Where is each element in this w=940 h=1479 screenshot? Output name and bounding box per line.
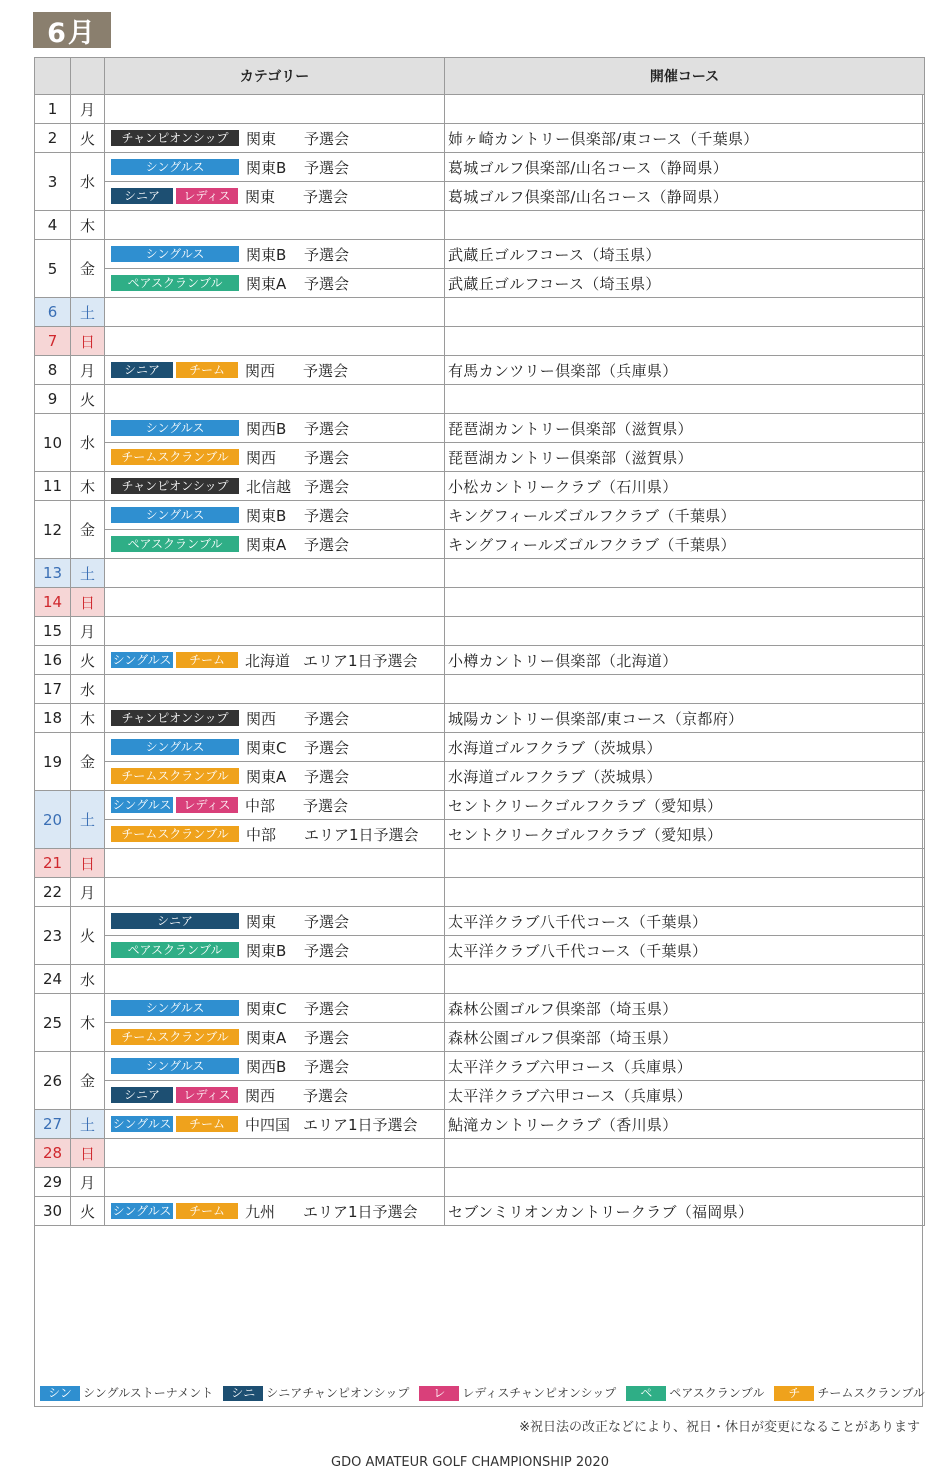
category-cell bbox=[105, 501, 445, 530]
day-number: 18 bbox=[35, 704, 71, 733]
table-row bbox=[35, 994, 925, 1023]
category-cell bbox=[105, 907, 445, 936]
region-label: 関東A bbox=[246, 535, 287, 554]
table-row bbox=[35, 298, 925, 327]
category-badge: シングルス bbox=[111, 507, 239, 523]
weekday: 月 bbox=[71, 356, 105, 385]
region-label: 関西 bbox=[246, 709, 277, 728]
day-number: 23 bbox=[35, 907, 71, 965]
category-cell bbox=[105, 472, 445, 501]
category-cell bbox=[105, 849, 445, 878]
course-cell: 武蔵丘ゴルフコース（埼玉県） bbox=[445, 240, 925, 269]
weekday: 土 bbox=[71, 791, 105, 849]
course-cell bbox=[445, 965, 925, 994]
event-type-label: 予選会 bbox=[304, 245, 350, 264]
day-number: 15 bbox=[35, 617, 71, 646]
region-label: 関西 bbox=[245, 1086, 276, 1105]
weekday: 土 bbox=[71, 559, 105, 588]
weekday: 水 bbox=[71, 414, 105, 472]
course-cell bbox=[445, 849, 925, 878]
legend-label: シングルストーナメント bbox=[83, 1386, 214, 1400]
day-number: 5 bbox=[35, 240, 71, 298]
weekday: 月 bbox=[71, 95, 105, 124]
course-cell: 有馬カンツリー倶楽部（兵庫県） bbox=[445, 356, 925, 385]
legend-swatch: レ bbox=[419, 1386, 459, 1401]
weekday: 日 bbox=[71, 588, 105, 617]
header-category: カテゴリー bbox=[105, 58, 445, 95]
weekday: 金 bbox=[71, 733, 105, 791]
course-cell: 鮎滝カントリークラブ（香川県） bbox=[445, 1110, 925, 1139]
event-type-label: 予選会 bbox=[304, 506, 350, 525]
weekday: 木 bbox=[71, 472, 105, 501]
category-cell bbox=[105, 878, 445, 907]
category-badge: シングルス bbox=[111, 246, 239, 262]
category-cell bbox=[105, 936, 445, 965]
category-badge: レディス bbox=[176, 1087, 238, 1103]
category-cell bbox=[105, 617, 445, 646]
day-number: 8 bbox=[35, 356, 71, 385]
weekday: 火 bbox=[71, 907, 105, 965]
table-row bbox=[35, 936, 925, 965]
table-row bbox=[35, 1081, 925, 1110]
region-label: 中部 bbox=[246, 825, 277, 844]
table-row bbox=[35, 588, 925, 617]
category-cell bbox=[105, 1081, 445, 1110]
table-row bbox=[35, 95, 925, 124]
category-cell bbox=[105, 530, 445, 559]
category-badge: レディス bbox=[176, 797, 238, 813]
event-type-label: 予選会 bbox=[304, 738, 350, 757]
course-cell: 小松カントリークラブ（石川県） bbox=[445, 472, 925, 501]
weekday: 火 bbox=[71, 124, 105, 153]
region-label: 北海道 bbox=[245, 651, 291, 670]
table-header bbox=[35, 58, 925, 95]
course-cell: 森林公園ゴルフ倶楽部（埼玉県） bbox=[445, 1023, 925, 1052]
day-number: 7 bbox=[35, 327, 71, 356]
event-type-label: エリア1日予選会 bbox=[303, 1115, 418, 1134]
category-badge: ペアスクランブル bbox=[111, 536, 239, 552]
event-type-label: 予選会 bbox=[304, 129, 350, 148]
region-label: 関東A bbox=[246, 767, 287, 786]
course-cell: 森林公園ゴルフ倶楽部（埼玉県） bbox=[445, 994, 925, 1023]
category-cell bbox=[105, 443, 445, 472]
weekday: 水 bbox=[71, 153, 105, 211]
legend-label: レディスチャンピオンシップ bbox=[462, 1386, 617, 1400]
category-cell bbox=[105, 298, 445, 327]
table-row bbox=[35, 617, 925, 646]
event-type-label: 予選会 bbox=[304, 912, 350, 931]
category-cell bbox=[105, 559, 445, 588]
table-row bbox=[35, 269, 925, 298]
region-label: 関東B bbox=[246, 941, 287, 960]
category-cell bbox=[105, 675, 445, 704]
table-row bbox=[35, 559, 925, 588]
region-label: 関西 bbox=[245, 361, 276, 380]
category-cell bbox=[105, 327, 445, 356]
category-badge: ペアスクランブル bbox=[111, 942, 239, 958]
course-cell: 水海道ゴルフクラブ（茨城県） bbox=[445, 762, 925, 791]
category-cell bbox=[105, 269, 445, 298]
region-label: 中部 bbox=[245, 796, 276, 815]
legend-swatch: シン bbox=[40, 1386, 80, 1401]
category-badge: シングルス bbox=[111, 1000, 239, 1016]
day-number: 9 bbox=[35, 385, 71, 414]
category-cell bbox=[105, 124, 445, 153]
region-label: 関東B bbox=[246, 506, 287, 525]
day-number: 6 bbox=[35, 298, 71, 327]
category-badge: シングルス bbox=[112, 653, 172, 667]
event-type-label: エリア1日予選会 bbox=[304, 825, 419, 844]
weekday: 木 bbox=[71, 994, 105, 1052]
course-cell: セブンミリオンカントリークラブ（福岡県） bbox=[445, 1197, 925, 1226]
course-cell bbox=[445, 878, 925, 907]
event-type-label: エリア1日予選会 bbox=[303, 651, 418, 670]
table-row bbox=[35, 356, 925, 385]
course-cell: セントクリークゴルフクラブ（愛知県） bbox=[445, 820, 925, 849]
weekday: 日 bbox=[71, 1139, 105, 1168]
category-badge: チャンピオンシップ bbox=[111, 710, 239, 726]
region-label: 関西 bbox=[246, 448, 277, 467]
footer-text: GDO AMATEUR GOLF CHAMPIONSHIP 2020 bbox=[331, 1455, 609, 1470]
category-cell bbox=[105, 588, 445, 617]
category-badge: シングルス bbox=[111, 1058, 239, 1074]
event-type-label: 予選会 bbox=[304, 767, 350, 786]
table-row bbox=[35, 704, 925, 733]
category-cell bbox=[105, 153, 445, 182]
category-badge: チーム bbox=[176, 1116, 238, 1132]
weekday: 日 bbox=[71, 327, 105, 356]
weekday: 水 bbox=[71, 675, 105, 704]
day-number: 24 bbox=[35, 965, 71, 994]
category-badge: シニア bbox=[111, 188, 173, 204]
table-row bbox=[35, 385, 925, 414]
day-number: 14 bbox=[35, 588, 71, 617]
table-row bbox=[35, 675, 925, 704]
category-cell bbox=[105, 820, 445, 849]
weekday: 火 bbox=[71, 385, 105, 414]
course-cell bbox=[445, 211, 925, 240]
weekday: 日 bbox=[71, 849, 105, 878]
table-row bbox=[35, 182, 925, 211]
course-cell bbox=[445, 298, 925, 327]
table-row bbox=[35, 1052, 925, 1081]
table-row bbox=[35, 646, 925, 675]
category-badge: ペアスクランブル bbox=[111, 275, 239, 291]
category-badge: シニア bbox=[111, 913, 239, 929]
day-number: 21 bbox=[35, 849, 71, 878]
course-cell: セントクリークゴルフクラブ（愛知県） bbox=[445, 791, 925, 820]
day-number: 1 bbox=[35, 95, 71, 124]
day-number: 3 bbox=[35, 153, 71, 211]
day-number: 16 bbox=[35, 646, 71, 675]
course-cell bbox=[445, 385, 925, 414]
weekday: 水 bbox=[71, 965, 105, 994]
course-cell: 小樽カントリー倶楽部（北海道） bbox=[445, 646, 925, 675]
category-cell bbox=[105, 733, 445, 762]
day-number: 4 bbox=[35, 211, 71, 240]
category-cell bbox=[105, 356, 445, 385]
category-cell bbox=[105, 994, 445, 1023]
weekday: 月 bbox=[71, 617, 105, 646]
category-cell bbox=[105, 762, 445, 791]
course-cell: 琵琶湖カントリー倶楽部（滋賀県） bbox=[445, 443, 925, 472]
weekday: 金 bbox=[71, 1052, 105, 1110]
event-type-label: 予選会 bbox=[304, 419, 350, 438]
category-cell bbox=[105, 240, 445, 269]
holiday-note: ※祝日法の改正などにより、祝日・休日が変更になることがあります bbox=[519, 1420, 920, 1435]
category-cell bbox=[105, 1023, 445, 1052]
event-type-label: 予選会 bbox=[303, 796, 349, 815]
table-row bbox=[35, 907, 925, 936]
category-badge: チームスクランブル bbox=[111, 1029, 239, 1045]
header-course: 開催コース bbox=[445, 58, 925, 95]
day-number: 26 bbox=[35, 1052, 71, 1110]
table-row bbox=[35, 791, 925, 820]
event-type-label: 予選会 bbox=[304, 448, 350, 467]
region-label: 関東B bbox=[246, 245, 287, 264]
legend-swatch: チ bbox=[774, 1386, 814, 1401]
category-cell bbox=[105, 791, 445, 820]
course-cell: 姉ヶ崎カントリー倶楽部/東コース（千葉県） bbox=[445, 124, 925, 153]
table-row bbox=[35, 443, 925, 472]
region-label: 関東B bbox=[246, 158, 287, 177]
category-cell bbox=[105, 1052, 445, 1081]
legend-swatch: ペ bbox=[626, 1386, 666, 1401]
table-row bbox=[35, 414, 925, 443]
course-cell: 太平洋クラブ六甲コース（兵庫県） bbox=[445, 1052, 925, 1081]
weekday: 金 bbox=[71, 501, 105, 559]
region-label: 中四国 bbox=[245, 1115, 291, 1134]
weekday: 火 bbox=[71, 646, 105, 675]
table-row bbox=[35, 762, 925, 791]
header-day bbox=[35, 58, 71, 95]
region-label: 北信越 bbox=[246, 477, 292, 496]
weekday: 火 bbox=[71, 1197, 105, 1226]
region-label: 関西B bbox=[246, 1057, 287, 1076]
table-row bbox=[35, 501, 925, 530]
event-type-label: 予選会 bbox=[304, 999, 350, 1018]
category-badge: シングルス bbox=[112, 1204, 172, 1218]
legend-item bbox=[419, 1384, 616, 1401]
course-cell: 琵琶湖カントリー倶楽部（滋賀県） bbox=[445, 414, 925, 443]
event-type-label: エリア1日予選会 bbox=[303, 1202, 418, 1221]
course-cell: 城陽カントリー倶楽部/東コース（京都府） bbox=[445, 704, 925, 733]
category-badge: シニア bbox=[111, 362, 173, 378]
day-number: 12 bbox=[35, 501, 71, 559]
category-cell bbox=[105, 414, 445, 443]
course-cell: 太平洋クラブ八千代コース（千葉県） bbox=[445, 936, 925, 965]
day-number: 28 bbox=[35, 1139, 71, 1168]
region-label: 関東 bbox=[245, 187, 276, 206]
table-row bbox=[35, 1139, 925, 1168]
table-row bbox=[35, 1168, 925, 1197]
course-cell bbox=[445, 588, 925, 617]
legend-item bbox=[40, 1384, 213, 1401]
event-type-label: 予選会 bbox=[304, 158, 350, 177]
table-row bbox=[35, 530, 925, 559]
month-title: 6月 bbox=[33, 12, 111, 48]
course-cell bbox=[445, 95, 925, 124]
category-cell bbox=[105, 182, 445, 211]
day-number: 29 bbox=[35, 1168, 71, 1197]
event-type-label: 予選会 bbox=[304, 709, 350, 728]
region-label: 関東A bbox=[246, 1028, 287, 1047]
legend-label: チームスクランブル bbox=[817, 1386, 925, 1400]
table-row bbox=[35, 849, 925, 878]
event-type-label: 予選会 bbox=[303, 187, 349, 206]
table-row bbox=[35, 211, 925, 240]
course-cell: 武蔵丘ゴルフコース（埼玉県） bbox=[445, 269, 925, 298]
region-label: 関東 bbox=[246, 129, 277, 148]
table-row bbox=[35, 327, 925, 356]
event-type-label: 予選会 bbox=[304, 941, 350, 960]
weekday: 月 bbox=[71, 878, 105, 907]
event-type-label: 予選会 bbox=[304, 1057, 350, 1076]
day-number: 11 bbox=[35, 472, 71, 501]
weekday: 木 bbox=[71, 704, 105, 733]
region-label: 関東C bbox=[246, 999, 287, 1018]
region-label: 関東A bbox=[246, 274, 287, 293]
day-number: 25 bbox=[35, 994, 71, 1052]
region-label: 関東C bbox=[246, 738, 287, 757]
weekday: 土 bbox=[71, 298, 105, 327]
course-cell: 太平洋クラブ六甲コース（兵庫県） bbox=[445, 1081, 925, 1110]
course-cell bbox=[445, 675, 925, 704]
table-row bbox=[35, 1110, 925, 1139]
day-number: 19 bbox=[35, 733, 71, 791]
day-number: 2 bbox=[35, 124, 71, 153]
event-type-label: 予選会 bbox=[304, 477, 350, 496]
course-cell: 葛城ゴルフ倶楽部/山名コース（静岡県） bbox=[445, 153, 925, 182]
weekday: 土 bbox=[71, 1110, 105, 1139]
table-row bbox=[35, 240, 925, 269]
weekday: 木 bbox=[71, 211, 105, 240]
category-badge: チームスクランブル bbox=[111, 768, 239, 784]
category-badge: チーム bbox=[176, 1203, 238, 1219]
table-row bbox=[35, 965, 925, 994]
region-label: 関東 bbox=[246, 912, 277, 931]
weekday: 月 bbox=[71, 1168, 105, 1197]
header-weekday bbox=[71, 58, 105, 95]
event-type-label: 予選会 bbox=[304, 274, 350, 293]
legend-swatch: シニ bbox=[223, 1386, 263, 1401]
course-cell bbox=[445, 1139, 925, 1168]
category-badge: シニア bbox=[111, 1087, 173, 1103]
legend-label: ペアスクランブル bbox=[669, 1386, 765, 1400]
category-cell bbox=[105, 211, 445, 240]
category-badge: レディス bbox=[176, 188, 238, 204]
category-badge: チームスクランブル bbox=[111, 449, 239, 465]
course-cell: 水海道ゴルフクラブ（茨城県） bbox=[445, 733, 925, 762]
category-badge: シングルス bbox=[111, 159, 239, 175]
category-badge: チャンピオンシップ bbox=[111, 130, 239, 146]
day-number: 27 bbox=[35, 1110, 71, 1139]
category-cell bbox=[105, 965, 445, 994]
event-type-label: 予選会 bbox=[303, 1086, 349, 1105]
event-type-label: 予選会 bbox=[304, 1028, 350, 1047]
category-badge: チームスクランブル bbox=[111, 826, 239, 842]
category-badge: シングルス bbox=[112, 1117, 172, 1131]
day-number: 30 bbox=[35, 1197, 71, 1226]
category-cell bbox=[105, 1110, 445, 1139]
category-badge: チーム bbox=[176, 362, 238, 378]
day-number: 22 bbox=[35, 878, 71, 907]
course-cell bbox=[445, 327, 925, 356]
category-cell bbox=[105, 1139, 445, 1168]
category-cell bbox=[105, 1168, 445, 1197]
category-cell bbox=[105, 1197, 445, 1226]
category-badge: シングルス bbox=[111, 739, 239, 755]
course-cell: 葛城ゴルフ倶楽部/山名コース（静岡県） bbox=[445, 182, 925, 211]
schedule-table bbox=[34, 57, 925, 1226]
schedule-body bbox=[35, 95, 925, 1226]
course-cell bbox=[445, 617, 925, 646]
event-type-label: 予選会 bbox=[303, 361, 349, 380]
legend-item bbox=[223, 1384, 409, 1401]
table-row bbox=[35, 124, 925, 153]
course-cell bbox=[445, 1168, 925, 1197]
category-cell bbox=[105, 646, 445, 675]
weekday: 金 bbox=[71, 240, 105, 298]
category-badge: チーム bbox=[176, 652, 238, 668]
course-cell: キングフィールズゴルフクラブ（千葉県） bbox=[445, 530, 925, 559]
event-type-label: 予選会 bbox=[304, 535, 350, 554]
course-cell bbox=[445, 559, 925, 588]
table-row bbox=[35, 1197, 925, 1226]
table-row bbox=[35, 1023, 925, 1052]
table-row bbox=[35, 153, 925, 182]
table-row bbox=[35, 733, 925, 762]
category-cell bbox=[105, 704, 445, 733]
day-number: 10 bbox=[35, 414, 71, 472]
table-row bbox=[35, 472, 925, 501]
table-row bbox=[35, 820, 925, 849]
category-badge: シングルス bbox=[112, 798, 172, 812]
legend bbox=[40, 1384, 935, 1401]
day-number: 13 bbox=[35, 559, 71, 588]
category-badge: シングルス bbox=[111, 420, 239, 436]
day-number: 17 bbox=[35, 675, 71, 704]
category-badge: チャンピオンシップ bbox=[111, 478, 239, 494]
course-cell: 太平洋クラブ八千代コース（千葉県） bbox=[445, 907, 925, 936]
legend-label: シニアチャンピオンシップ bbox=[266, 1386, 410, 1400]
legend-item bbox=[626, 1384, 764, 1401]
region-label: 九州 bbox=[245, 1202, 276, 1221]
region-label: 関西B bbox=[246, 419, 287, 438]
course-cell: キングフィールズゴルフクラブ（千葉県） bbox=[445, 501, 925, 530]
day-number: 20 bbox=[35, 791, 71, 849]
category-cell bbox=[105, 385, 445, 414]
category-cell bbox=[105, 95, 445, 124]
table-row bbox=[35, 878, 925, 907]
legend-item bbox=[774, 1384, 925, 1401]
